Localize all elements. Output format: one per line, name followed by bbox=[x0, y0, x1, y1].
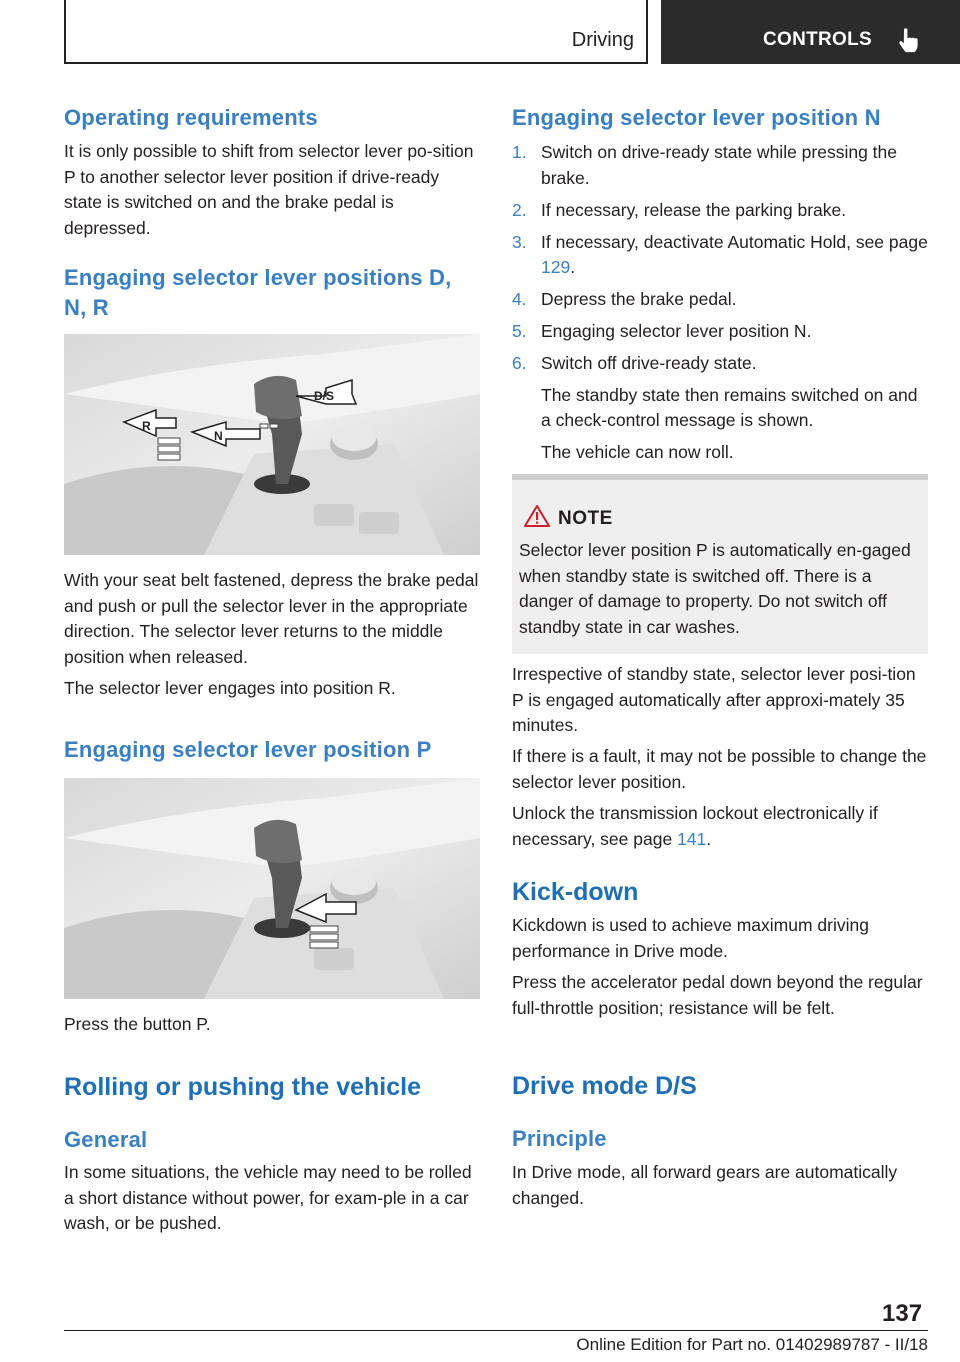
page-number: 137 bbox=[882, 1300, 923, 1327]
header-section-box bbox=[64, 0, 648, 64]
note-title: NOTE bbox=[558, 508, 613, 529]
heading-engaging-n: Engaging selector lever position N bbox=[512, 105, 881, 130]
page-link-129[interactable]: 129 bbox=[541, 257, 571, 277]
paragraph-kickdown-2: Press the accelerator pedal down beyond the regular full-throttle position; resistance will be felt. bbox=[512, 972, 923, 1018]
step-text: If necessary, release the parking brake. bbox=[541, 199, 847, 220]
selector-lever-p-illustration bbox=[64, 778, 480, 999]
paragraph-principle: In Drive mode, all forward gears are automatically changed. bbox=[512, 1162, 898, 1208]
list-item bbox=[512, 351, 928, 465]
paragraph-unlock-text: Unlock the transmission lockout electronically if necessary, see page bbox=[512, 803, 878, 849]
header-chapter-title: CONTROLS bbox=[763, 29, 873, 50]
step-number: 5. bbox=[512, 321, 527, 341]
step-number: 1. bbox=[512, 142, 527, 162]
step-text: Switch on drive-ready state while pressing the brake. bbox=[541, 142, 898, 188]
step-number: 4. bbox=[512, 289, 527, 309]
paragraph-kickdown-1: Kickdown is used to achieve maximum driving performance in Drive mode. bbox=[512, 915, 869, 961]
list-item bbox=[512, 287, 928, 313]
paragraph-operating-requirements: It is only possible to shift from selector lever po-sition P to another selector lever position if drive-ready state is switched on and the brake pedal is depressed. bbox=[64, 141, 474, 238]
paragraph-general: In some situations, the vehicle may need to be rolled a short distance without power, for exam-ple in a car wash, or be pushed. bbox=[64, 1162, 472, 1233]
paragraph-engages-r: The selector lever engages into position R. bbox=[64, 678, 396, 698]
page-link-141[interactable]: 141 bbox=[677, 828, 707, 849]
header-chapter-tab bbox=[661, 0, 960, 64]
paragraph-fault: If there is a fault, it may not be possible to change the selector lever position. bbox=[512, 746, 927, 792]
heading-operating-requirements: Operating requirements bbox=[64, 105, 318, 130]
step-subtext: The vehicle can now roll. bbox=[541, 441, 734, 462]
note-body: Selector lever position P is automatically en-gaged when standby state is switched off. There is a danger of damage to property. Do not switch off standby state in car washes. bbox=[519, 540, 911, 637]
note-box bbox=[512, 474, 928, 654]
paragraph-unlock-end: . bbox=[706, 828, 712, 849]
paragraph-unlock bbox=[512, 801, 928, 852]
heading-engaging-p: Engaging selector lever position P bbox=[64, 737, 432, 762]
image-label-r: R bbox=[142, 419, 151, 433]
paragraph-press-p: Press the button P. bbox=[64, 1014, 211, 1034]
list-item bbox=[512, 198, 928, 224]
footer-divider bbox=[64, 1330, 928, 1331]
step-subtext: The standby state then remains switched on and a check-control message is shown. bbox=[541, 384, 918, 430]
header-section-title: Driving bbox=[571, 29, 634, 51]
heading-general: General bbox=[64, 1127, 148, 1152]
heading-drive-mode: Drive mode D/S bbox=[512, 1072, 697, 1100]
list-item bbox=[512, 140, 928, 191]
step-text-end: . bbox=[570, 257, 576, 277]
paragraph-irrespective: Irrespective of standby state, selector lever posi-tion P is engaged automatically after approxi-mately 35 minutes. bbox=[512, 664, 916, 735]
footer-edition: Online Edition for Part no. 01402989787 - II/18 bbox=[576, 1335, 928, 1354]
step-text: Engaging selector lever position N. bbox=[541, 321, 812, 341]
step-text: Switch off drive-ready state. bbox=[541, 353, 757, 373]
paragraph-seatbelt: With your seat belt fastened, depress the brake pedal and push or pull the selector lever in the appropriate direction. The selector lever returns to the middle position when released. bbox=[64, 570, 479, 667]
list-item bbox=[512, 230, 928, 281]
image-label-n: N bbox=[214, 429, 223, 443]
step-text: If necessary, deactivate Automatic Hold, see page bbox=[541, 231, 928, 252]
heading-rolling: Rolling or pushing the vehicle bbox=[64, 1073, 421, 1101]
step-number: 3. bbox=[512, 231, 527, 252]
heading-kickdown: Kick-down bbox=[512, 878, 639, 906]
steps-list bbox=[512, 140, 928, 472]
step-number: 6. bbox=[512, 353, 527, 373]
warning-triangle-icon bbox=[524, 504, 550, 528]
step-text: Depress the brake pedal. bbox=[541, 289, 737, 309]
image-label-ds: D/S bbox=[314, 389, 335, 403]
step-number: 2. bbox=[512, 199, 527, 220]
hand-pointer-icon bbox=[897, 26, 923, 54]
heading-principle: Principle bbox=[512, 1126, 607, 1151]
heading-engaging-dnr: Engaging selector lever positions D, N, R bbox=[64, 265, 452, 320]
list-item bbox=[512, 319, 928, 345]
selector-lever-dnr-illustration bbox=[64, 334, 480, 555]
